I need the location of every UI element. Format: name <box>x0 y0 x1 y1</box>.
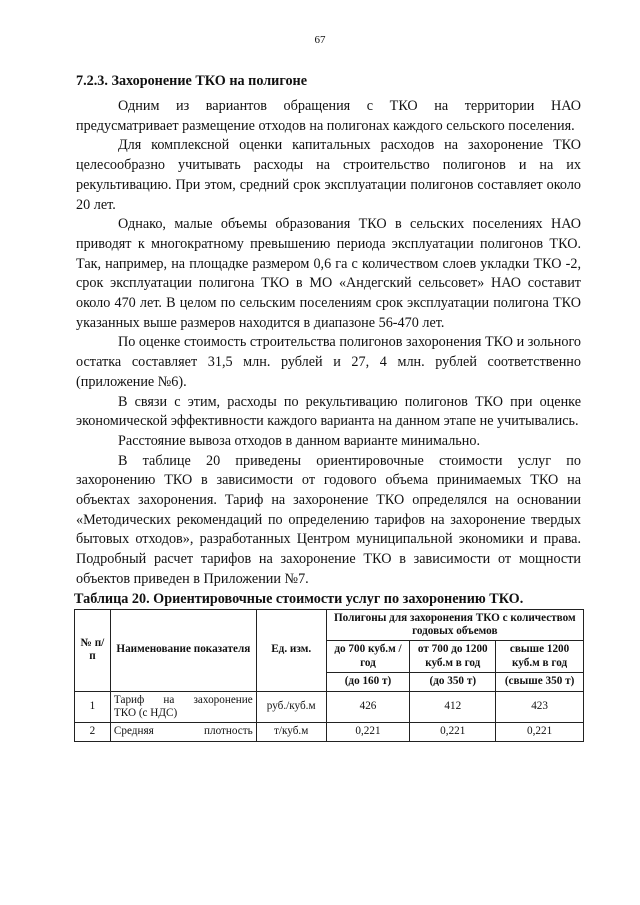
row-unit: т/куб.м <box>256 723 326 741</box>
row-name <box>110 691 256 723</box>
row-num: 2 <box>75 723 111 741</box>
paragraph: Расстояние вывоза отходов в данном варианте минимально. <box>118 432 481 449</box>
paragraph: По оценке стоимость строительства полигонов захоронения ТКО и зольного остатка составляет 31,5 млн. рублей и 27, 4 млн. рублей соответственно (приложение №6). <box>76 334 581 390</box>
row-value: 0,221 <box>496 723 584 741</box>
paragraph: Однако, малые объемы образования ТКО в сельских поселениях НАО приводят к многократному превышению периода эксплуатации полигонов ТКО. Так, например, на площадке размером 0,6 га с количеством слоев укладки ТКО -2, срок эксплуатации полигона ТКО в МО «Андегский сельсовет» НАО составит около 470 лет. В целом по сельским поселениям срок эксплуатации полигона ТКО указанных выше размеров находится в диапазоне 56-470 лет. <box>76 216 581 331</box>
header-col1-sub: (до 160 т) <box>326 673 410 691</box>
table-header-row <box>75 609 584 641</box>
row-value: 412 <box>410 691 496 723</box>
table-row <box>75 723 584 741</box>
page-number: 67 <box>314 34 326 46</box>
row-name-part: Средняя <box>113 725 154 738</box>
row-name-part: ТКО (с НДС) <box>113 707 178 720</box>
table-caption: Таблица 20. Ориентировочные стоимости услуг по захоронению ТКО. <box>74 590 524 607</box>
paragraph: В связи с этим, расходы по рекультивацию полигонов ТКО при оценке экономической эффективности каждого варианта на данном этапе не учитывались. <box>76 393 581 430</box>
row-name-part: плотность <box>204 725 253 738</box>
header-group: Полигоны для захоронения ТКО с количеством годовых объемов <box>326 609 583 641</box>
header-num: № п/п <box>75 609 111 691</box>
row-value: 426 <box>326 691 410 723</box>
header-col3: свыше 1200 куб.м в год <box>496 641 584 673</box>
header-col3-sub: (свыше 350 т) <box>496 673 584 691</box>
row-unit: руб./куб.м <box>256 691 326 723</box>
table-row <box>75 691 584 723</box>
header-col1: до 700 куб.м /год <box>326 641 410 673</box>
cost-table <box>74 609 584 742</box>
row-value: 0,221 <box>326 723 410 741</box>
row-name <box>110 723 256 741</box>
row-value: 0,221 <box>410 723 496 741</box>
row-value: 423 <box>496 691 584 723</box>
header-unit: Ед. изм. <box>256 609 326 691</box>
paragraph: В таблице 20 приведены ориентировочные стоимости услуг по захоронению ТКО в зависимости от годового объема принимаемых ТКО на объектах захоронения. Тариф на захоронение ТКО определялся на основании «Методических рекомендаций по определению тарифов на захоронение твердых бытовых отходов», разработанных Центром муниципальной экономики и права. Подробный расчет тарифов на захоронение ТКО в зависимости от мощности объектов приведен в Приложении №7. <box>76 452 581 587</box>
row-name-part: захоронение <box>193 693 253 706</box>
header-name: Наименование показателя <box>110 609 256 691</box>
header-col2-sub: (до 350 т) <box>410 673 496 691</box>
row-name-part: на <box>163 693 175 706</box>
paragraph: Одним из вариантов обращения с ТКО на территории НАО предусматривает размещение отходов на полигонах каждого сельского поселения. <box>76 98 581 134</box>
section-heading: 7.2.3. Захоронение ТКО на полигоне <box>76 73 308 89</box>
page-content <box>76 72 581 742</box>
row-num: 1 <box>75 691 111 723</box>
row-name-part: Тариф <box>113 693 145 706</box>
header-col2: от 700 до 1200 куб.м в год <box>410 641 496 673</box>
paragraph: Для комплексной оценки капитальных расходов на захоронение ТКО целесообразно учитывать расходы на строительство полигонов и на их рекультивацию. При этом, средний срок эксплуатации полигонов составляет около 20 лет. <box>76 137 581 213</box>
